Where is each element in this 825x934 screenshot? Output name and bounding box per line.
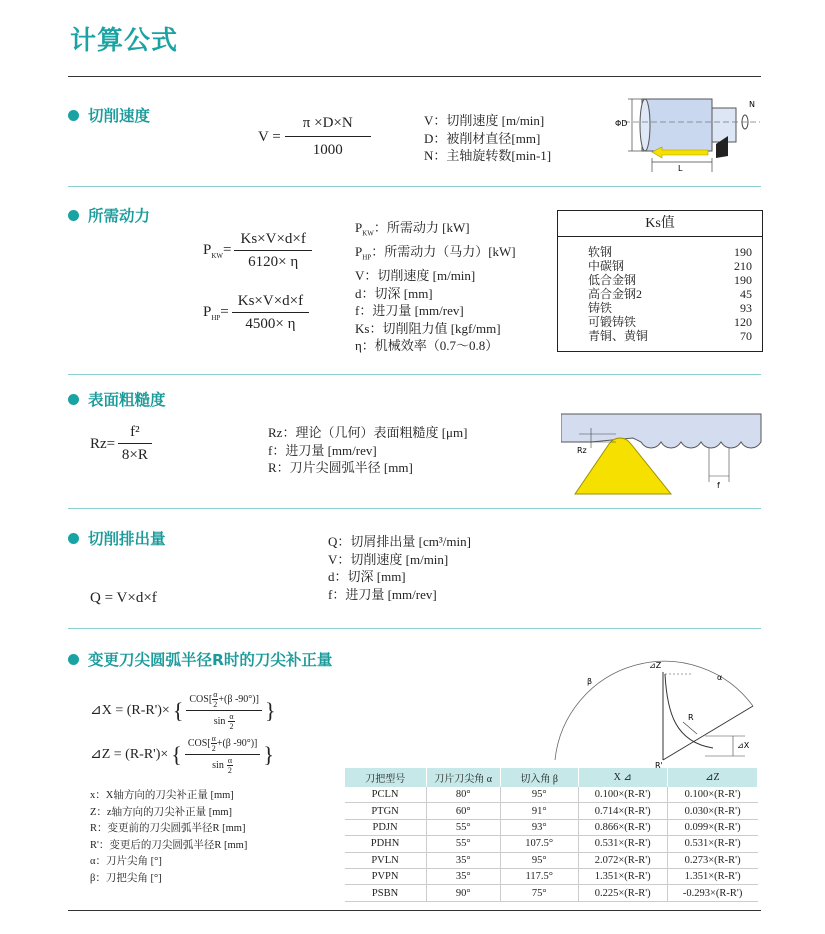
formula-fraction	[285, 115, 371, 159]
table-header: 刀把型号	[345, 768, 427, 787]
ks-table-body	[558, 237, 762, 343]
table-cell: 91°	[500, 803, 578, 819]
label-r: R	[688, 713, 694, 722]
bullet-icon	[68, 210, 79, 221]
section-title: 切削排出量	[88, 530, 166, 548]
ks-value: 70	[740, 329, 752, 343]
brace-open: {	[171, 741, 182, 767]
section-title: 所需动力	[88, 207, 151, 225]
table-cell: PTGN	[345, 803, 427, 819]
table-cell: PVLN	[345, 852, 427, 868]
table-cell: 0.531×(R-R')	[667, 836, 757, 852]
formula-fraction	[185, 734, 261, 775]
section-heading-cutting-speed	[68, 104, 150, 126]
label-n: N	[749, 100, 755, 109]
formula-denominator: 1000	[312, 142, 343, 158]
formula-lhs: $P_{KW}=$	[203, 242, 232, 260]
table-cell: 1.351×(R-R')	[667, 868, 757, 884]
roughness-defs	[268, 424, 467, 477]
cutting-speed-formula	[258, 115, 371, 159]
def-line: V：切削速度 [m/min]	[424, 113, 545, 128]
table-row	[345, 868, 758, 884]
ks-table	[557, 210, 763, 352]
section-title: 表面粗糙度	[88, 391, 166, 409]
def-line: Ks：切削阻力值 [kgf/mm]	[355, 320, 501, 336]
formula-fraction	[232, 293, 309, 333]
formula-denominator: 6120× η	[248, 254, 299, 270]
turning-diagram	[612, 92, 762, 178]
table-body	[345, 787, 758, 901]
ks-table-row	[558, 329, 762, 343]
table-header: X ⊿	[578, 768, 667, 787]
table-cell: PSBN	[345, 885, 427, 901]
ks-value: 190	[734, 273, 752, 287]
formula-numerator: Ks×V×d×f	[232, 293, 309, 313]
table-cell: 0.100×(R-R')	[578, 787, 667, 803]
ks-value: 120	[734, 315, 752, 329]
ks-material: 中碳钢	[588, 259, 625, 273]
chip-defs	[328, 533, 471, 603]
table-cell: 93°	[500, 819, 578, 835]
table-cell: 0.030×(R-R')	[667, 803, 757, 819]
formula-denominator: 4500× η	[245, 316, 296, 332]
formula-lhs: V =	[258, 128, 281, 145]
table-cell: -0.293×(R-R')	[667, 885, 757, 901]
section-title: 切削速度	[88, 107, 151, 125]
formula-numerator: COS[ $\frac{\alpha}{2}$ +(β -90°)]	[186, 690, 262, 711]
table-header-row	[345, 768, 758, 787]
def-line: V：切削速度 [m/min]	[355, 268, 476, 284]
formula-lhs: ⊿Z = (R-R')×	[90, 747, 169, 762]
brace-open: {	[172, 697, 184, 723]
legend-line: R'：变更后的刀尖圆弧半径R [mm]	[90, 839, 248, 851]
label-dz: ⊿Z	[649, 661, 662, 670]
legend-line: β：刀把尖角 [°]	[90, 872, 162, 884]
def-line: R：刀片尖圆弧半径 [mm]	[268, 460, 413, 475]
label-d: ΦD	[615, 119, 628, 128]
section-heading-chip	[68, 527, 166, 549]
table-row	[345, 852, 758, 868]
ks-material: 可锻铸铁	[588, 315, 637, 329]
section-heading-roughness	[68, 388, 166, 410]
table-row	[345, 885, 758, 901]
label-beta: β	[587, 677, 593, 686]
roughness-diagram	[561, 412, 765, 498]
compensation-diagram	[545, 652, 760, 768]
table-row	[345, 819, 758, 835]
table-cell: 75°	[500, 885, 578, 901]
def-line: Rz：理论（几何）表面粗糙度 [μm]	[268, 425, 468, 440]
compensation-table	[344, 768, 758, 902]
ks-material: 铸铁	[588, 301, 613, 315]
bullet-icon	[68, 110, 79, 121]
def-line: d：切深 [mm]	[328, 569, 406, 584]
brace-close: }	[264, 697, 276, 723]
formula-denominator: 8×R	[121, 447, 148, 463]
def-line: $P_{KW}$：所需动力 [kW]	[355, 220, 470, 238]
ks-value: 210	[734, 259, 752, 273]
formula-numerator: f²	[118, 424, 152, 444]
table-cell: 60°	[426, 803, 500, 819]
ks-table-row	[558, 315, 762, 329]
ks-table-row	[558, 287, 762, 301]
formula-fraction	[234, 231, 311, 271]
table-cell: 107.5°	[500, 836, 578, 852]
legend-line: Z：z轴方向的刀尖补正量 [mm]	[90, 806, 233, 818]
ks-material: 软钢	[588, 245, 613, 259]
section-title: 变更刀尖圆弧半径R时的刀尖补正量	[88, 651, 333, 669]
formula-fraction	[118, 424, 152, 464]
power-formula-kw	[203, 231, 312, 271]
ks-material: 低合金钢	[588, 273, 637, 287]
title-rule	[68, 76, 761, 77]
table-cell: 35°	[426, 868, 500, 884]
formula-denominator: sin $\frac{\alpha}{2}$	[212, 756, 233, 775]
brace-close: }	[263, 741, 274, 767]
formula-lhs: $P_{HP}=$	[203, 304, 229, 322]
table-row	[345, 787, 758, 803]
def-line: f：进刀量 [mm/rev]	[355, 303, 464, 319]
formula-fraction	[186, 690, 262, 731]
ks-material: 青铜、黄铜	[588, 329, 649, 343]
section-divider	[68, 186, 761, 187]
def-line: η：机械效率（0.7～0.8）	[355, 338, 499, 354]
table-cell: 95°	[500, 787, 578, 803]
table-cell: 0.531×(R-R')	[578, 836, 667, 852]
formula-denominator: sin $\frac{\alpha}{2}$	[213, 712, 234, 731]
table-cell: 0.866×(R-R')	[578, 819, 667, 835]
table-cell: 90°	[426, 885, 500, 901]
bullet-icon	[68, 654, 79, 665]
table-cell: 0.100×(R-R')	[667, 787, 757, 803]
def-line: N：主轴旋转数[min-1]	[424, 148, 552, 163]
table-cell: 2.072×(R-R')	[578, 852, 667, 868]
chip-formula: Q = V×d×f	[90, 590, 157, 606]
section-heading-power	[68, 204, 150, 226]
table-cell: 0.273×(R-R')	[667, 852, 757, 868]
ks-table-row	[558, 259, 762, 273]
ks-table-row	[558, 273, 762, 287]
ks-material: 高合金钢2	[588, 287, 643, 301]
table-cell: 55°	[426, 819, 500, 835]
table-cell: PCLN	[345, 787, 427, 803]
section-divider	[68, 374, 761, 375]
def-line: d：切深 [mm]	[355, 285, 433, 301]
legend-line: R：变更前的刀尖圆弧半径R [mm]	[90, 823, 246, 834]
table-row	[345, 803, 758, 819]
formula-numerator: Ks×V×d×f	[234, 231, 311, 251]
formula-lhs: Rz=	[90, 435, 116, 452]
table-cell: PDHN	[345, 836, 427, 852]
table-cell: 95°	[500, 852, 578, 868]
power-formula-hp	[203, 293, 309, 333]
table-row	[345, 836, 758, 852]
cutting-speed-defs	[424, 112, 551, 165]
legend-line: α：刀片尖角 [°]	[90, 856, 162, 867]
ks-table-row	[558, 301, 762, 315]
def-line: Q：切屑排出量 [cm³/min]	[328, 534, 471, 549]
page-title: 计算公式	[70, 26, 179, 56]
section-heading-compensation	[68, 648, 332, 670]
label-rp: R'	[655, 761, 663, 768]
power-defs	[355, 219, 516, 355]
table-cell: PDJN	[345, 819, 427, 835]
legend-line: x：X轴方向的刀尖补正量 [mm]	[90, 790, 234, 801]
section-divider	[68, 628, 761, 629]
ks-table-row	[558, 245, 762, 259]
label-l: L	[678, 164, 683, 173]
ks-table-header: Ks值	[558, 211, 762, 237]
table-cell: PVPN	[345, 868, 427, 884]
table-header: ⊿Z	[667, 768, 757, 787]
bullet-icon	[68, 533, 79, 544]
table-cell: 117.5°	[500, 868, 578, 884]
def-line: f：进刀量 [mm/rev]	[268, 442, 377, 458]
table-cell: 80°	[426, 787, 500, 803]
formula-numerator: π ×D×N	[285, 115, 371, 137]
bottom-rule	[68, 910, 761, 911]
compensation-formula-z	[90, 734, 274, 775]
roughness-formula	[90, 424, 152, 464]
table-cell: 0.099×(R-R')	[667, 819, 757, 835]
label-alpha: α	[717, 673, 723, 682]
def-line: D：被削材直径[mm]	[424, 130, 541, 146]
formula-numerator: COS[ $\frac{\alpha}{2}$ +(β -90°)]	[185, 734, 261, 755]
table-cell: 0.225×(R-R')	[578, 885, 667, 901]
table-header: 切入角 β	[500, 768, 578, 787]
compensation-formula-x	[90, 690, 276, 731]
compensation-legend	[90, 788, 247, 887]
table-cell: 55°	[426, 836, 500, 852]
def-line: f：进刀量 [mm/rev]	[328, 586, 437, 602]
label-dx: ⊿X	[737, 741, 750, 750]
def-line: $P_{HP}$：所需动力（马力）[kW]	[355, 244, 516, 262]
table-cell: 1.351×(R-R')	[578, 868, 667, 884]
table-cell: 35°	[426, 852, 500, 868]
formula-lhs: ⊿X = (R-R')×	[90, 703, 170, 718]
ks-value: 93	[740, 301, 752, 315]
section-divider	[68, 508, 761, 509]
ks-value: 45	[740, 287, 752, 301]
ks-value: 190	[734, 245, 752, 259]
def-line: V：切削速度 [m/min]	[328, 551, 449, 567]
label-rz: Rz	[577, 446, 587, 455]
table-cell: 0.714×(R-R')	[578, 803, 667, 819]
table-header: 刀片刀尖角 α	[426, 768, 500, 787]
label-f: f	[717, 481, 720, 490]
bullet-icon	[68, 394, 79, 405]
